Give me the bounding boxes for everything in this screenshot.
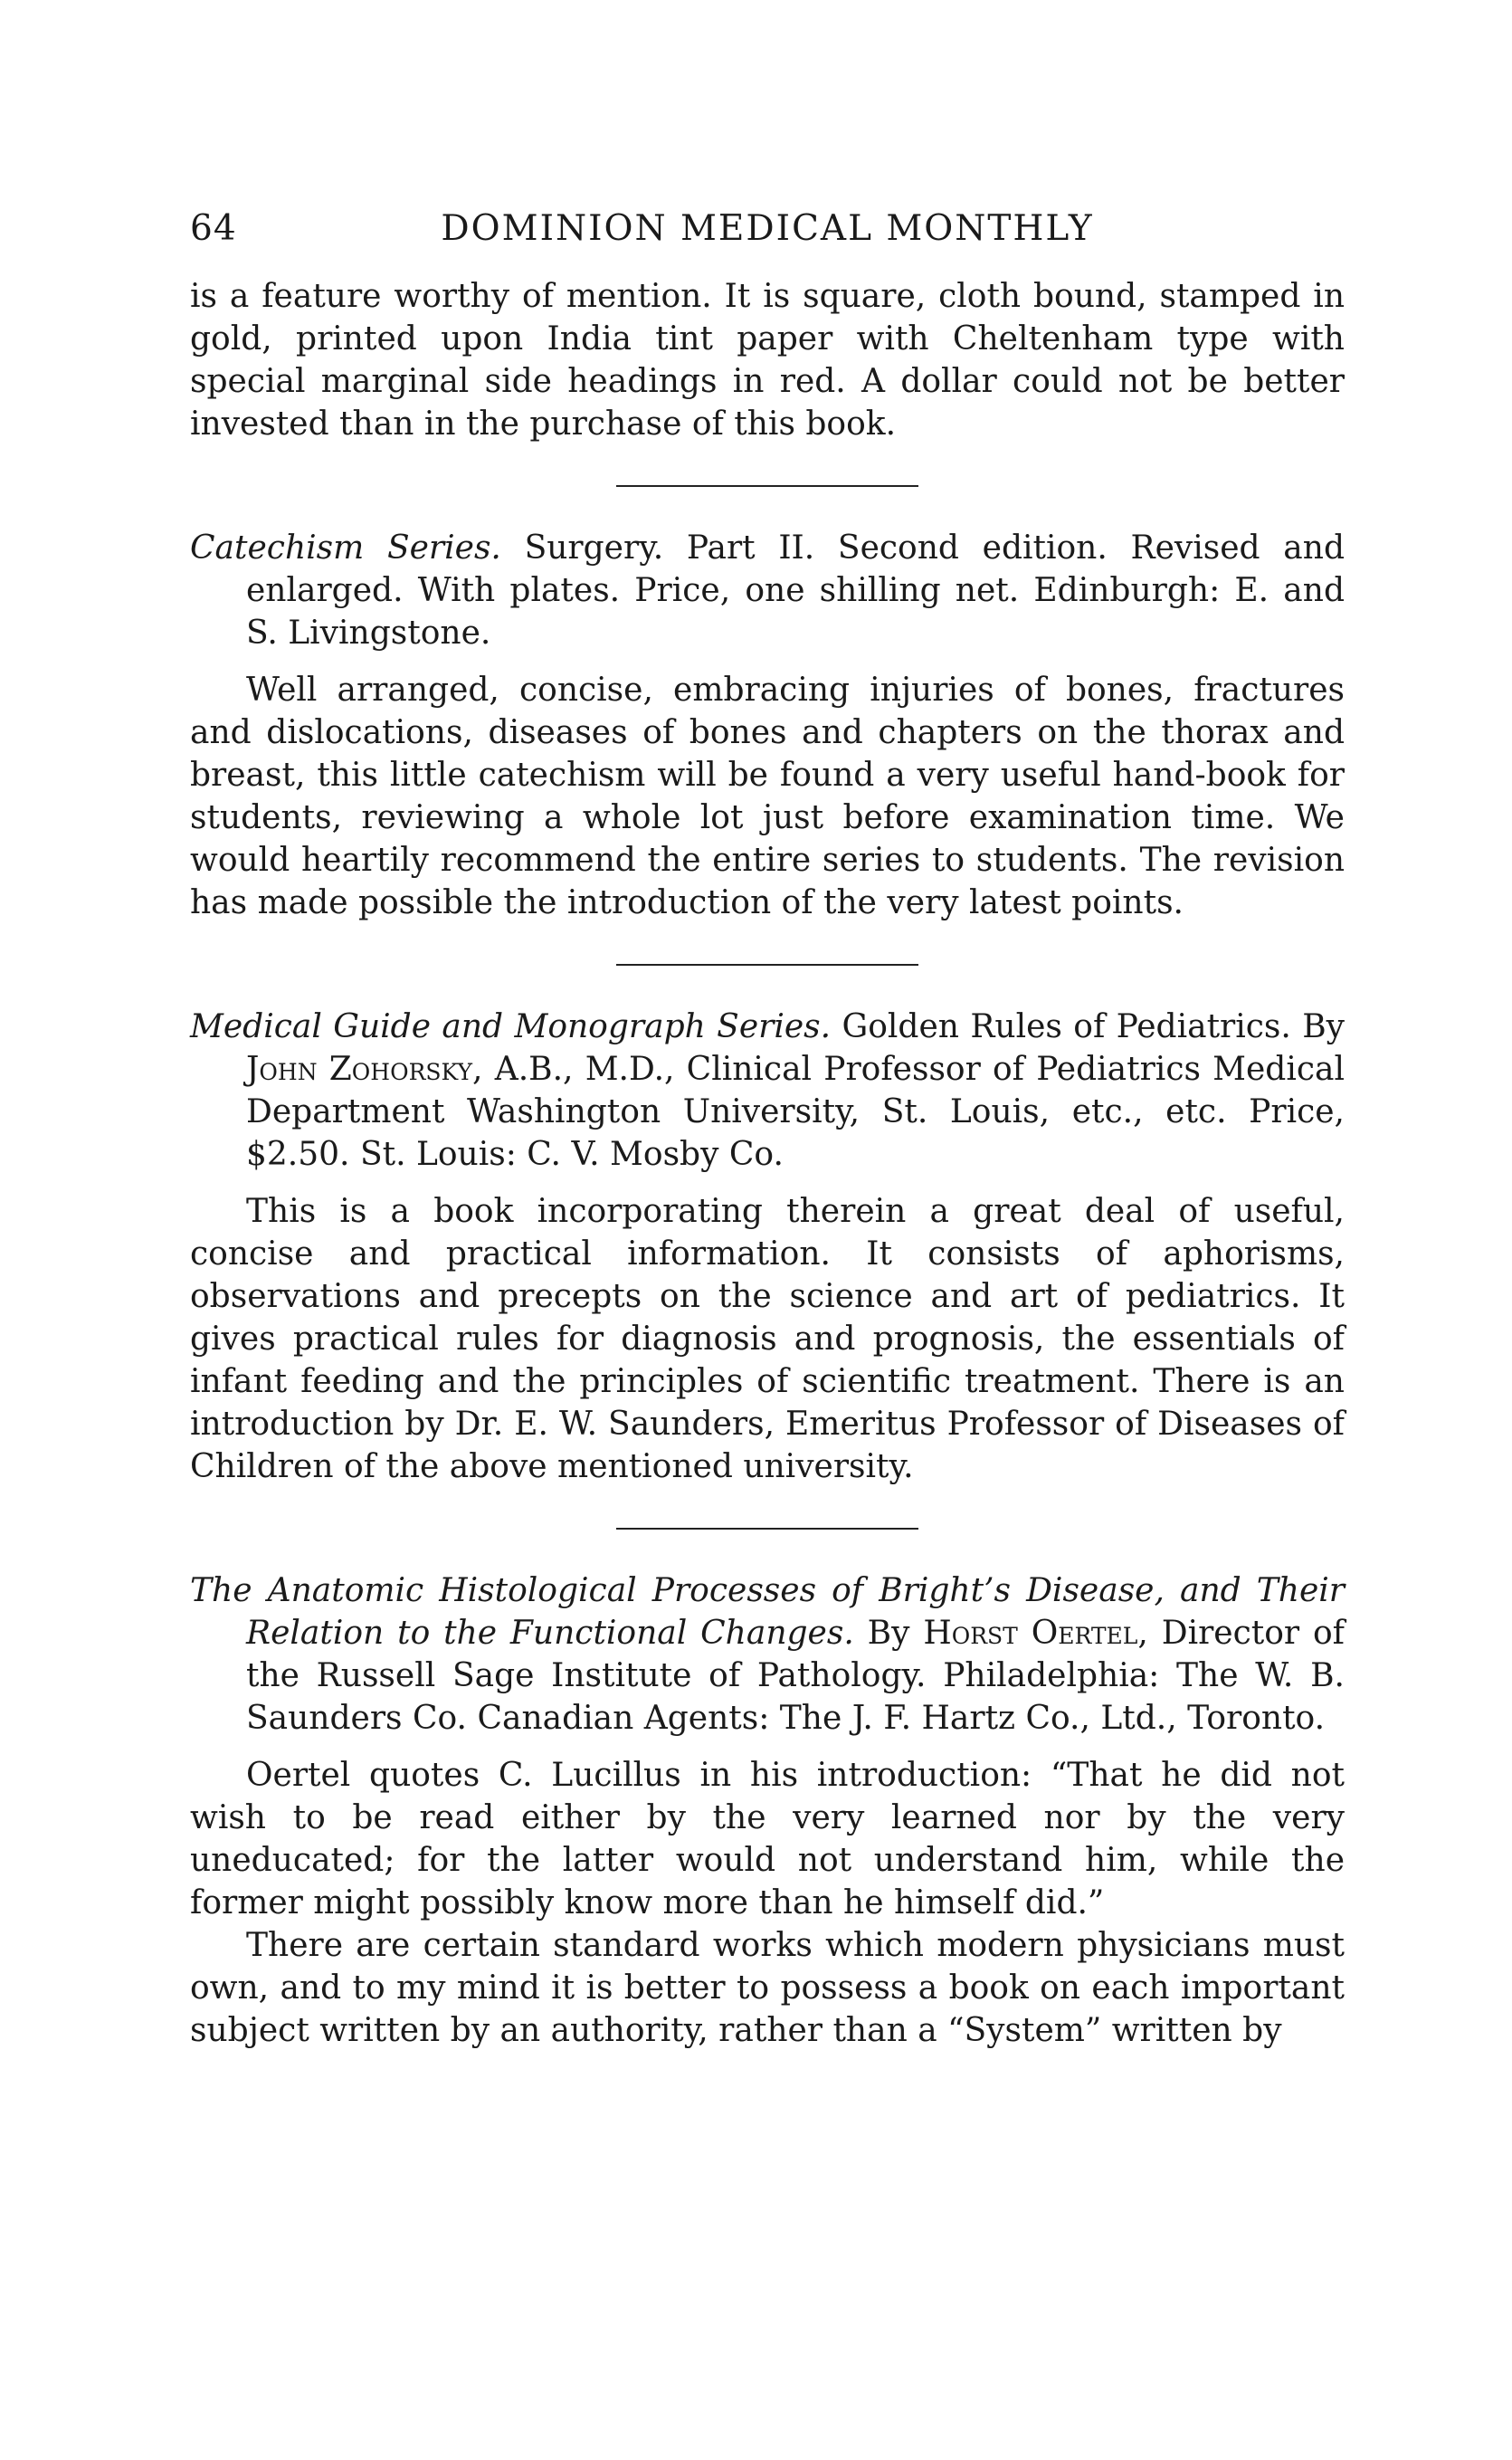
section-divider xyxy=(616,964,918,966)
section-divider xyxy=(616,485,918,487)
series-name: Medical Guide and Monograph Series. xyxy=(190,1008,832,1045)
review-catechism-surgery xyxy=(190,527,1345,924)
by-word: By xyxy=(867,1615,910,1652)
intro-paragraph: is a feature worthy of mention. It is square, cloth bound, stamped in gold, printed upon India tint paper with Cheltenham type with special marginal side headings in red. A dollar could not be better invested than in the purchase of this book. xyxy=(190,278,1345,443)
author-name: John Zohorsky, xyxy=(246,1051,483,1088)
review-citation xyxy=(190,1569,1345,1740)
review-citation xyxy=(190,527,1345,654)
citation-details: A.B., M.D., Clinical Professor of Pediatrics Medical Department Washington University, St. Louis, etc., etc. Price, $2.50. St. Louis: C. V. Mosby Co. xyxy=(246,1051,1346,1173)
author-name: Horst Oertel, xyxy=(923,1615,1148,1652)
book-title: The Anatomic Histological Processes of Bright’s Disease, and Their Relation to the Functional Changes. xyxy=(190,1572,1345,1652)
page-number: 64 xyxy=(190,208,237,249)
book-title: Golden Rules of Pediatrics. By xyxy=(842,1008,1345,1045)
review-paragraph: This is a book incorporating therein a great deal of useful, concise and practical information. It consists of aphorisms, observations and precepts on the science and art of pediatrics. It gives practical rules for diagnosis and prognosis, the essentials of infant feeding and the principles of scientific treatment. There is an introduction by Dr. E. W. Saunders, Emeritus Professor of Diseases of Children of the above mentioned university. xyxy=(190,1193,1345,1485)
series-name: Catechism Series. xyxy=(190,529,501,567)
citation-details: Director of the Russell Sage Institute of Pathology. Philadelphia: The W. B. Saunders Co. Canadian Agents: The J. F. Hartz Co., Ltd., Toronto. xyxy=(246,1615,1345,1737)
journal-title: DOMINION MEDICAL MONTHLY xyxy=(441,208,1094,249)
running-head xyxy=(190,208,1345,262)
review-paragraph: Well arranged, concise, embracing injuries of bones, fractures and dislocations, diseases of bones and chapters on the thorax and breast, this little catechism will be found a very useful hand-book for students, reviewing a whole lot just before examination time. We would heartily recommend the entire series to students. The revision has made possible the introduction of the very latest points. xyxy=(190,672,1345,921)
citation-details: Surgery. Part II. Second edition. Revised and enlarged. With plates. Price, one shilling net. Edinburgh: E. and S. Livingstone. xyxy=(246,529,1345,652)
review-brights-disease xyxy=(190,1569,1345,2052)
section-divider xyxy=(616,1528,918,1530)
review-citation xyxy=(190,1006,1345,1176)
review-paragraph: Oertel quotes C. Lucillus in his introduction: “That he did not wish to be read either by the very learned nor by the very uneducated; for the latter would not understand him, while the former might possibly know more than he himself did.” xyxy=(190,1757,1345,1921)
review-golden-rules-pediatrics xyxy=(190,1006,1345,1488)
review-paragraph: There are certain standard works which modern physicians must own, and to my mind it is better to possess a book on each important subject written by an authority, rather than a “System” written by xyxy=(190,1927,1345,2049)
document-page xyxy=(190,208,1345,2052)
